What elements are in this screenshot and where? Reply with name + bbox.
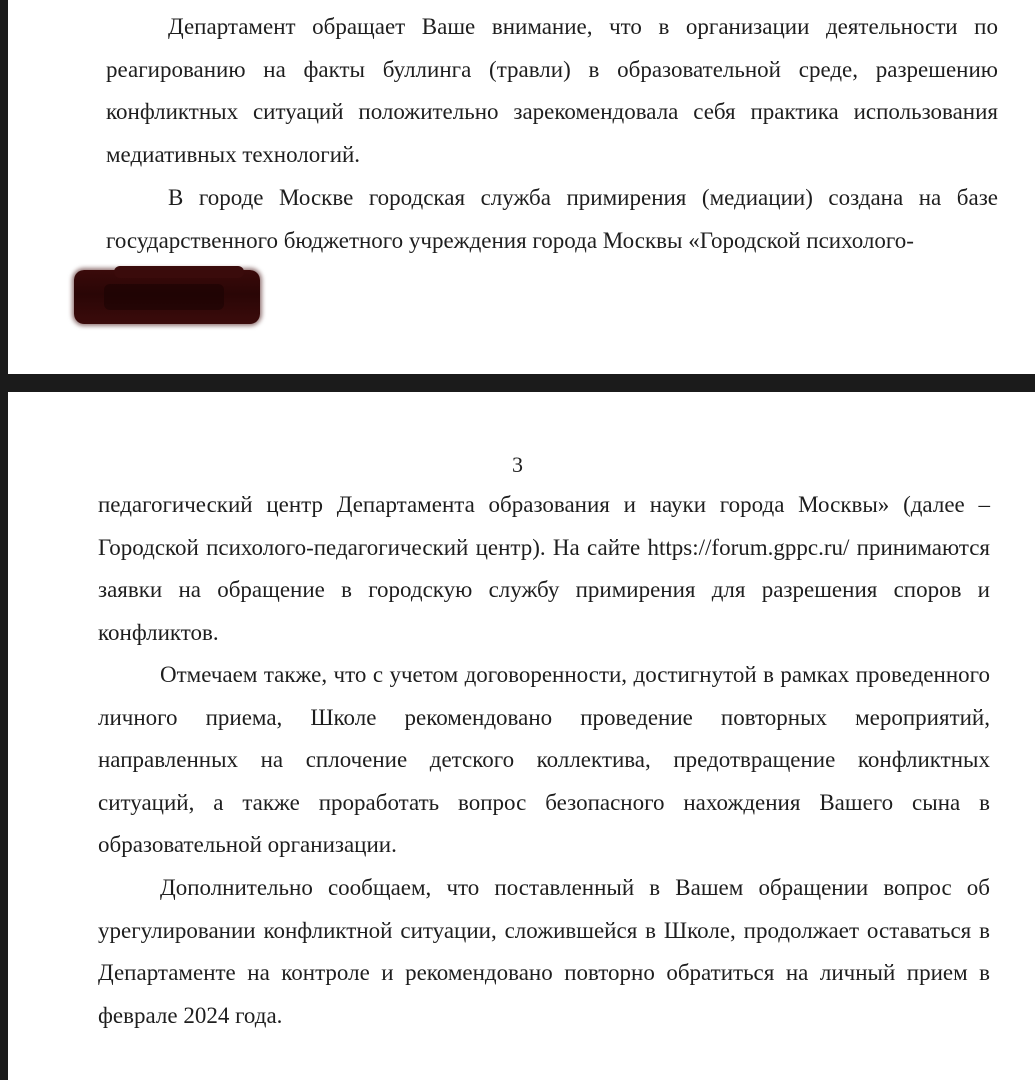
paragraph-psych-center-continuation: педагогический центр Департамента образования и науки города Москвы» (далее – Городской психолого-педагогический центр). На сайте https://forum.gppc.ru/ принимаются заявки на обращение в городскую службу примирения для разрешения споров и конфликтов. [98,492,990,645]
paragraph-city-mediation-service: В городе Москве городская служба примирения (медиации) создана на базе государственного бюджетного учреждения города Москвы «Городской психолого- [106,185,998,253]
document-page-top [8,0,1035,374]
paragraph-additional-control: Дополнительно сообщаем, что поставленный в Вашем обращении вопрос об урегулировании конфликтной ситуации, сложившейся в Школе, продолжает оставаться в Департаменте на контроле и рекомендовано повторно обратиться на личный прием в феврале 2024 года. [98,875,990,1028]
page-number: 3 [512,452,523,477]
paragraph-mediation-recommendation: Департамент обращает Ваше внимание, что в организации деятельности по реагированию на факты буллинга (травли) в образовательной среде, разрешению конфликтных ситуаций положительно зарекомендовала себя практика использования медиативных технологий. [106,14,998,167]
redaction-mark [74,270,260,324]
paragraph-school-recommendations: Отмечаем также, что с учетом договоренности, достигнутой в рамках проведенного личного приема, Школе рекомендовано проведение повторных мероприятий, направленных на сплочение детского коллектива, предотвращение конфликтных ситуаций, а также проработать вопрос безопасного нахождения Вашего сына в образовательной организации. [98,662,990,857]
